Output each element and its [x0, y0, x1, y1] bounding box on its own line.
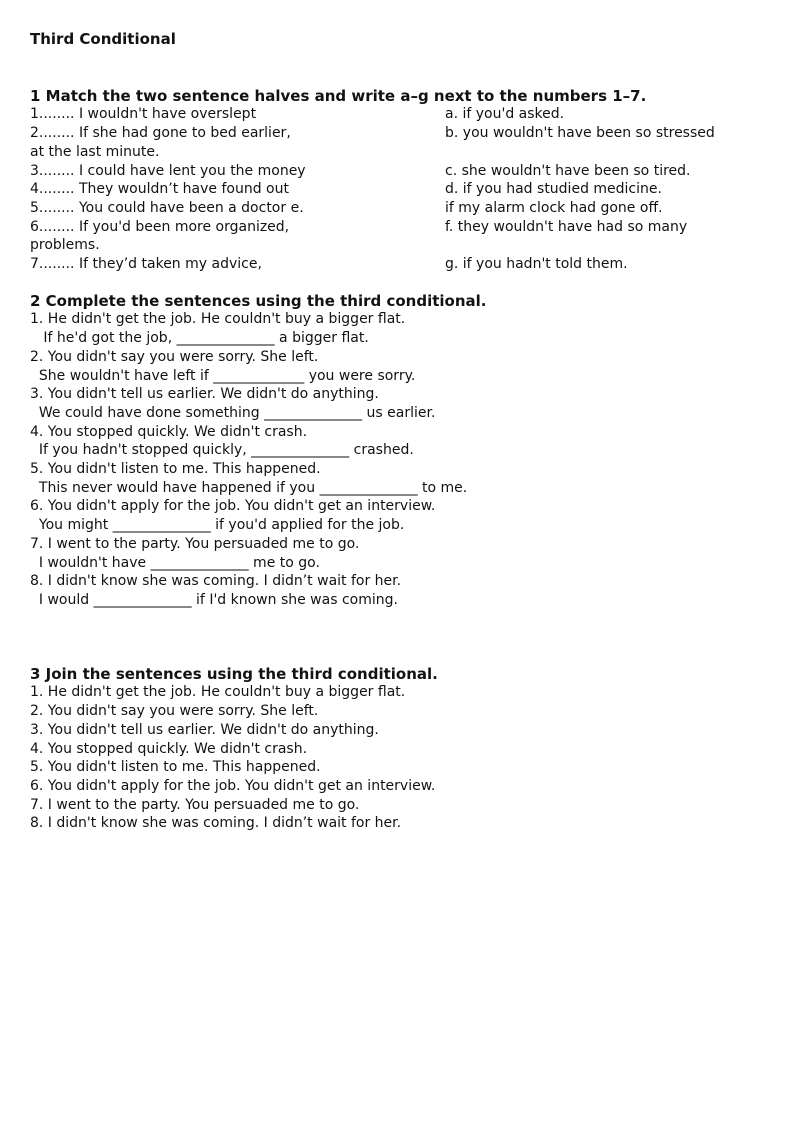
match-row: [30, 105, 766, 124]
match-left-half: 5........ You could have been a doctor e.: [30, 199, 304, 216]
sentence-line-with-blank: If he'd got the job, ______________ a bigger flat.: [30, 330, 369, 347]
match-left-half: problems.: [30, 237, 100, 254]
sentence-line: 6. You didn't apply for the job. You didn't get an interview.: [30, 498, 436, 515]
exercise-1-match: [30, 87, 766, 274]
match-row: [30, 199, 766, 218]
match-left-half: 2........ If she had gone to bed earlier,: [30, 125, 291, 142]
sentence-line-with-blank: She wouldn't have left if _____________ you were sorry.: [30, 367, 416, 384]
exercise-2-complete: [30, 292, 766, 610]
match-left-half: 6........ If you'd been more organized,: [30, 218, 290, 235]
match-row: [30, 124, 766, 143]
exercise-3-join: [30, 665, 766, 833]
match-left-half: 3........ I could have lent you the money: [30, 162, 306, 179]
sentence-line-with-blank: If you hadn't stopped quickly, ______________ crashed.: [30, 442, 414, 459]
match-row: [30, 162, 766, 181]
match-right-half: f. they wouldn't have had so many: [445, 218, 688, 235]
sentence-line: 1. He didn't get the job. He couldn't buy a bigger flat.: [30, 311, 406, 328]
sentence-line-with-blank: We could have done something ______________ us earlier.: [30, 404, 436, 421]
match-row: [30, 255, 766, 274]
sentence-line: 5. You didn't listen to me. This happened.: [30, 461, 321, 478]
match-right-half: if my alarm clock had gone off.: [445, 199, 663, 216]
match-left-half: 4........ They wouldn’t have found out: [30, 181, 289, 198]
exercise-2-heading: 2 Complete the sentences using the third conditional.: [30, 291, 487, 310]
match-right-half: b. you wouldn't have been so stressed: [445, 125, 715, 142]
exercise-1-heading: 1 Match the two sentence halves and write a–g next to the numbers 1–7.: [30, 86, 647, 105]
match-left-half: 1........ I wouldn't have overslept: [30, 106, 257, 123]
match-right-half: d. if you had studied medicine.: [445, 181, 662, 198]
sentence-line: 3. You didn't tell us earlier. We didn't do anything.: [30, 721, 379, 738]
sentence-line-with-blank: You might ______________ if you'd applied for the job.: [30, 517, 405, 534]
sentence-line: 1. He didn't get the job. He couldn't buy a bigger flat.: [30, 684, 406, 701]
match-right-half: a. if you'd asked.: [445, 106, 565, 123]
sentence-line: 5. You didn't listen to me. This happened.: [30, 759, 321, 776]
match-row-continuation: [30, 143, 766, 162]
sentence-line: 7. I went to the party. You persuaded me to go.: [30, 796, 360, 813]
sentence-line-with-blank: I wouldn't have ______________ me to go.: [30, 554, 320, 571]
match-row: [30, 218, 766, 237]
match-row: [30, 180, 766, 199]
sentence-line-with-blank: This never would have happened if you ______________ to me.: [30, 479, 468, 496]
match-left-half: 7........ If they’d taken my advice,: [30, 256, 262, 273]
sentence-line: 8. I didn't know she was coming. I didn’t wait for her.: [30, 815, 402, 832]
sentence-line: 2. You didn't say you were sorry. She left.: [30, 703, 319, 720]
match-right-half: c. she wouldn't have been so tired.: [445, 162, 691, 179]
match-row-continuation: [30, 236, 766, 255]
sentence-line: 4. You stopped quickly. We didn't crash.: [30, 423, 308, 440]
match-left-half: at the last minute.: [30, 143, 160, 160]
sentence-line-with-blank: I would ______________ if I'd known she was coming.: [30, 591, 398, 608]
sentence-line: 7. I went to the party. You persuaded me to go.: [30, 535, 360, 552]
sentence-line: 4. You stopped quickly. We didn't crash.: [30, 740, 308, 757]
sentence-line: 2. You didn't say you were sorry. She left.: [30, 348, 319, 365]
sentence-line: 8. I didn't know she was coming. I didn’t wait for her.: [30, 573, 402, 590]
sentence-line: 3. You didn't tell us earlier. We didn't do anything.: [30, 386, 379, 403]
worksheet-title: Third Conditional: [30, 30, 176, 48]
match-right-half: g. if you hadn't told them.: [445, 256, 628, 273]
sentence-line: 6. You didn't apply for the job. You didn't get an interview.: [30, 777, 436, 794]
exercise-3-heading: 3 Join the sentences using the third conditional.: [30, 664, 438, 683]
